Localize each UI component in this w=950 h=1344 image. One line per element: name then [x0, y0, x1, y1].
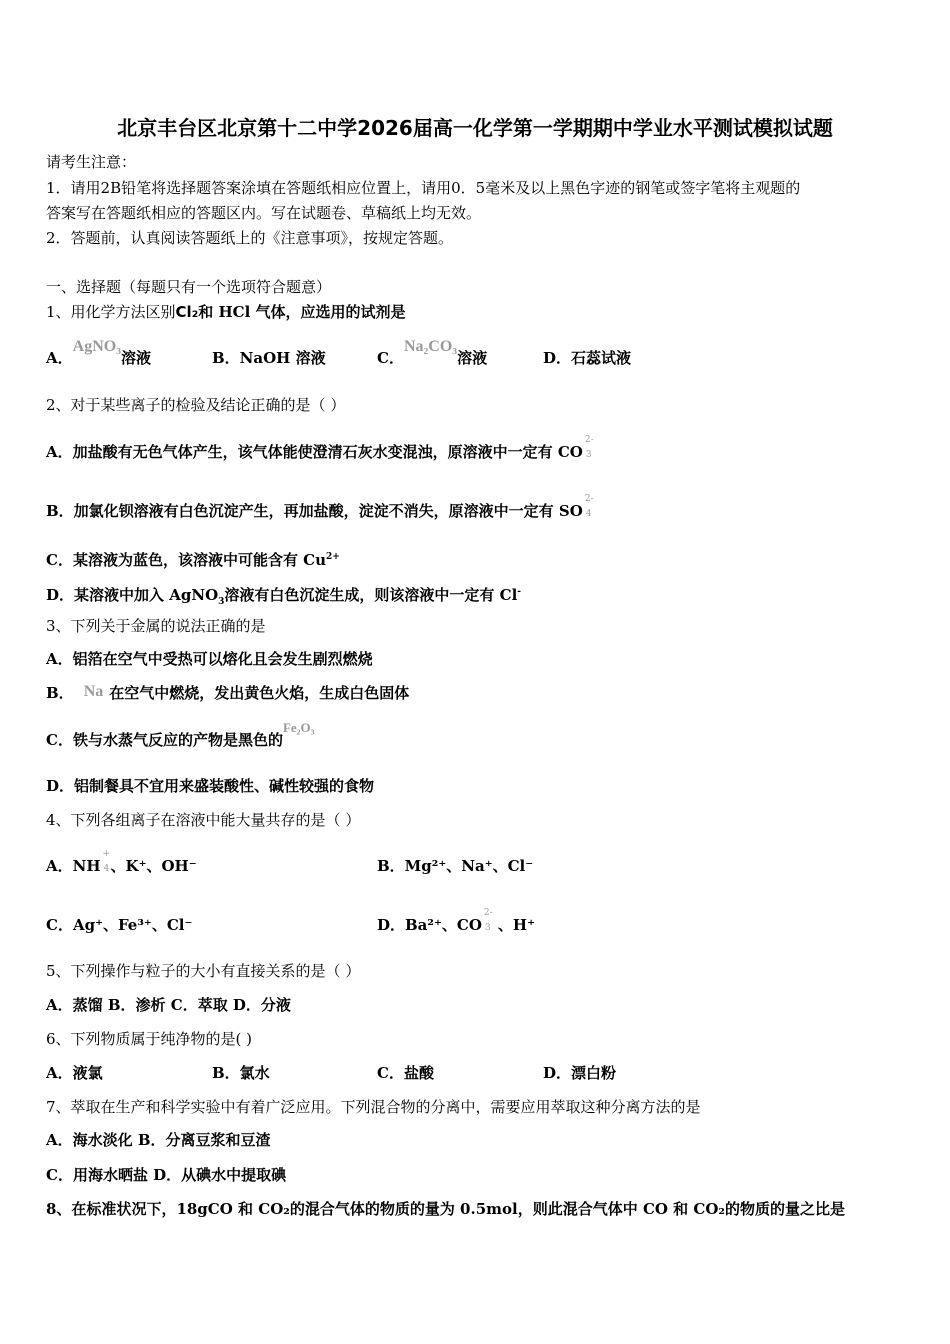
question-7-stem: 7、萃取在生产和科学实验中有着广泛应用。下列混合物的分离中，需要应用萃取这种分离方法的是 [46, 1098, 701, 1116]
ion-charge: - [517, 587, 522, 597]
question-1-option-b: B．NaOH 溶液 [212, 349, 326, 367]
option-label: A． [46, 349, 73, 367]
question-3-option-c [46, 720, 315, 751]
ion-subscript: 3 [585, 450, 592, 460]
question-3-option-b [46, 683, 409, 704]
question-8-stem: 8、在标准状况下，18gCO 和 CO₂的混合气体的物质的量为 0.5mol，则此混合气体中 CO 和 CO₂的物质的量之比是 [46, 1200, 845, 1218]
notice-heading: 请考生注意： [46, 153, 137, 171]
option-text: 、K⁺、OH⁻ [110, 857, 197, 875]
ion-charge: 2- [584, 435, 594, 445]
option-text: D．Ba²⁺、CO [377, 916, 482, 934]
question-4-stem: 4、下列各组离子在溶液中能大量共存的是（ ） [46, 811, 361, 829]
question-1-option-c [377, 338, 488, 369]
question-4-option-d [377, 908, 535, 935]
question-6-option-a: A．液氯 [46, 1064, 103, 1082]
question-4-option-a [46, 849, 197, 876]
ion-subscript: 3 [218, 597, 225, 607]
question-6-option-c: C．盐酸 [377, 1064, 434, 1082]
ion-charge: 2- [584, 494, 594, 504]
na2co3-formula: Na₂CO₃ [403, 338, 458, 355]
ion-charge: 2- [483, 908, 493, 918]
question-7-options-cd: C．用海水晒盐 D．从碘水中提取碘 [46, 1166, 287, 1184]
option-text: C．某溶液为蓝色，该溶液中可能含有 Cu [46, 551, 327, 569]
question-1-stem-cl2: Cl₂ [175, 303, 199, 321]
ammonium-ion-label [101, 849, 111, 876]
option-text: B．加氯化钡溶液有白色沉淀产生，再加盐酸，淀淀不消失，原溶液中一定有 SO [46, 502, 583, 520]
option-label: C． [377, 349, 404, 367]
question-1-stem-post: 和 HCl 气体，应选用的试剂是 [198, 303, 406, 321]
question-2-option-c [46, 547, 340, 570]
question-1-option-d: D．石蕊试液 [543, 349, 632, 367]
question-2-option-a [46, 435, 599, 462]
question-6-stem: 6、下列物质属于纯净物的是( ) [46, 1030, 253, 1048]
fe2o3-formula: Fe₂O₃ [282, 720, 315, 735]
option-label: B． [46, 684, 74, 702]
notice-item-2: 2．答题前，认真阅读答题纸上的《注意事项》，按规定答题。 [46, 229, 454, 247]
option-text: A．加盐酸有无色气体产生，该气体能使澄清石灰水变混浊，原溶液中一定有 CO [46, 443, 583, 461]
option-text: 溶液 [457, 349, 488, 367]
option-text: C．铁与水蒸气反应的产物是黑色的 [46, 731, 283, 749]
question-2-option-d [46, 582, 521, 612]
question-2-option-b [46, 494, 599, 521]
question-4-option-c: C．Ag⁺、Fe³⁺、Cl⁻ [46, 916, 193, 934]
option-text: A．NH [46, 857, 101, 875]
ion-subscript: 3 [484, 923, 491, 933]
question-5-stem: 5、下列操作与粒子的大小有直接关系的是（ ） [46, 962, 361, 980]
question-5-options: A．蒸馏 B．渗析 C．萃取 D．分液 [46, 996, 291, 1014]
notice-item-1-line-2: 答案写在答题纸相应的答题区内。写在试题卷、草稿纸上均无效。 [46, 204, 482, 222]
page-title: 北京丰台区北京第十二中学2026届高一化学第一学期期中学业水平测试模拟试题 [117, 116, 833, 140]
question-3-option-d: D．铝制餐具不宜用来盛装酸性、碱性较强的食物 [46, 777, 375, 795]
section-heading: 一、选择题（每题只有一个选项符合题意） [46, 278, 332, 296]
question-1-option-a [46, 338, 152, 369]
question-1-stem [46, 302, 406, 322]
sulfate-ion-label [583, 494, 599, 521]
question-4-option-b: B．Mg²⁺、Na⁺、Cl⁻ [377, 857, 534, 875]
carbonate-ion-label [583, 435, 599, 462]
option-text: 溶液有白色沉淀生成，则该溶液中一定有 Cl [224, 586, 518, 604]
ion-subscript: 4 [585, 509, 592, 519]
option-text: 、H⁺ [497, 916, 535, 934]
option-text: D．某溶液中加入 AgNO [46, 586, 219, 604]
ion-charge: 2+ [326, 552, 340, 562]
question-3-stem: 3、下列关于金属的说法正确的是 [46, 617, 266, 635]
question-7-options-ab: A．海水淡化 B．分离豆浆和豆渣 [46, 1131, 271, 1149]
option-text: 溶液 [121, 349, 152, 367]
agno3-formula: AgNO₃ [72, 338, 121, 355]
notice-item-1-line-1: 1．请用2B铅笔将选择题答案涂填在答题纸相应位置上，请用0．5毫米及以上黑色字迹的钢笔或签字笔将主观题的 [46, 179, 801, 197]
question-6-option-d: D．漂白粉 [543, 1064, 617, 1082]
question-3-option-a: A．铝箔在空气中受热可以熔化且会发生剧烈燃烧 [46, 650, 373, 668]
ion-charge: + [102, 849, 111, 859]
carbonate-ion-label [482, 908, 498, 935]
question-6-option-b: B．氯水 [212, 1064, 270, 1082]
option-text: 在空气中燃烧，发出黄色火焰，生成白色固体 [109, 684, 410, 702]
na-formula: Na [83, 683, 104, 700]
question-2-stem: 2、对于某些离子的检验及结论正确的是（ ） [46, 396, 346, 414]
question-1-stem-pre: 1、用化学方法区别 [46, 303, 176, 321]
ion-subscript: 4 [103, 864, 110, 874]
